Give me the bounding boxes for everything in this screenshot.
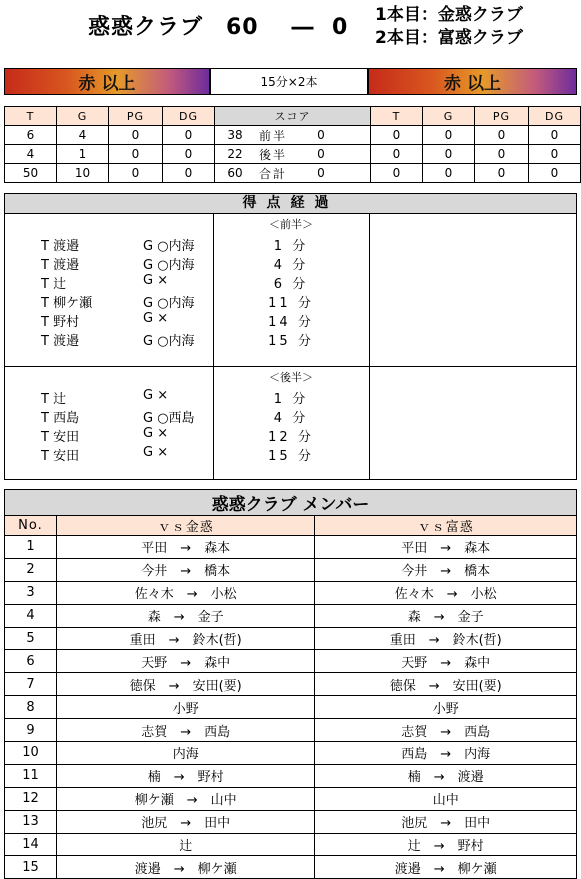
member-row (5, 764, 577, 787)
member-vs2: 辻 → 野村 (315, 833, 577, 856)
member-no: 1 (5, 536, 57, 559)
member-vs2: 池尻 → 田中 (315, 810, 577, 833)
event-time: 4 分 (273, 411, 309, 426)
member-vs2: 重田 → 鈴木(哲) (315, 627, 577, 650)
member-vs1: 渡邉 → 柳ケ瀬 (56, 856, 315, 879)
try-scorer: T 辻 (41, 277, 67, 292)
member-row (5, 787, 577, 810)
vs2-header: ｖｓ富惑 (315, 516, 577, 536)
member-no: 12 (5, 787, 57, 810)
member-no: 4 (5, 604, 57, 627)
home-points: 38 (227, 128, 243, 142)
score-row-second-half (5, 145, 581, 164)
cell: 6 (5, 126, 57, 145)
member-no: 15 (5, 856, 57, 879)
member-vs1: 重田 → 鈴木(哲) (56, 627, 315, 650)
member-vs2: 渡邉 → 柳ケ瀬 (315, 856, 577, 879)
members-header-row (5, 516, 577, 536)
score-row-total (5, 164, 581, 183)
member-vs2: 西島 → 内海 (315, 742, 577, 765)
cell: 50 (5, 164, 57, 183)
team-name: 惑惑クラブ (88, 15, 204, 40)
goal-result: G × (143, 388, 169, 403)
cell: 4 (5, 145, 57, 164)
cell: 0 (475, 145, 529, 164)
score-cell (215, 164, 371, 183)
scoring-progress (4, 193, 577, 480)
member-no: 10 (5, 742, 57, 765)
member-row (5, 719, 577, 742)
member-vs1: 天野 → 森中 (56, 650, 315, 673)
try-scorer: T 野村 (41, 315, 80, 330)
goal-result: G ○内海 (143, 239, 195, 254)
event-time: 11 分 (268, 296, 314, 311)
half-label: 後半 (258, 147, 287, 162)
event-time: 1 分 (273, 392, 309, 407)
progress-title: 得点経過 (5, 194, 576, 214)
event-time: 12 分 (268, 430, 314, 445)
col-header: DG (529, 107, 581, 126)
match-2-opponent: 2本目：富惑クラブ (375, 28, 523, 48)
away-points: 0 (317, 128, 325, 142)
event-time: 1 分 (273, 239, 309, 254)
divider (369, 367, 370, 479)
band-right-label: 赤 以上 (368, 68, 577, 95)
try-scorer: T 渡邉 (41, 258, 80, 273)
member-vs2: 平田 → 森本 (315, 536, 577, 559)
score-event (5, 254, 369, 273)
score-event (5, 273, 369, 292)
cell: 0 (475, 164, 529, 183)
score-event (5, 330, 369, 349)
cell: 0 (371, 145, 423, 164)
score-cell (215, 145, 371, 164)
condition-band (4, 68, 577, 95)
event-time: 15 分 (268, 334, 314, 349)
members-title: 惑惑クラブ メンバー (5, 490, 577, 516)
away-score: 0 (332, 15, 349, 40)
col-header: T (5, 107, 57, 126)
try-scorer: T 柳ケ瀬 (41, 296, 93, 311)
member-row (5, 627, 577, 650)
member-vs1: 小野 (56, 696, 315, 719)
member-vs2: 今井 → 橋本 (315, 558, 577, 581)
score-event (5, 407, 369, 426)
member-vs1: 志賀 → 西島 (56, 719, 315, 742)
member-no: 5 (5, 627, 57, 650)
cell: 0 (529, 164, 581, 183)
first-half-box (5, 214, 576, 367)
cell: 0 (529, 126, 581, 145)
band-left-label: 赤 以上 (4, 68, 210, 95)
member-vs2: 徳保 → 安田(要) (315, 673, 577, 696)
goal-result: G × (143, 273, 169, 288)
goal-result: G ○内海 (143, 334, 195, 349)
cell: 0 (163, 145, 215, 164)
cell: 0 (163, 164, 215, 183)
divider (369, 214, 370, 366)
col-header: G (57, 107, 109, 126)
member-row (5, 650, 577, 673)
cell: 0 (371, 164, 423, 183)
try-scorer: T 辻 (41, 392, 67, 407)
cell: 0 (475, 126, 529, 145)
cell: 0 (109, 126, 163, 145)
goal-result: G × (143, 445, 169, 460)
member-row (5, 536, 577, 559)
member-no: 14 (5, 833, 57, 856)
home-points: 60 (227, 166, 243, 180)
score-event (5, 388, 369, 407)
try-scorer: T 安田 (41, 430, 80, 445)
member-vs1: 池尻 → 田中 (56, 810, 315, 833)
member-row (5, 810, 577, 833)
cell: 1 (57, 145, 109, 164)
no-header: No. (5, 516, 57, 536)
member-vs1: 佐々木 → 小松 (56, 581, 315, 604)
cell: 4 (57, 126, 109, 145)
score-event (5, 445, 369, 464)
event-time: 4 分 (273, 258, 309, 273)
member-vs1: 今井 → 橋本 (56, 558, 315, 581)
cell: 0 (371, 126, 423, 145)
member-row (5, 581, 577, 604)
member-row (5, 856, 577, 879)
score-col-header: スコア (215, 107, 371, 126)
member-vs1: 森 → 金子 (56, 604, 315, 627)
member-row (5, 696, 577, 719)
member-vs2: 天野 → 森中 (315, 650, 577, 673)
score-table (4, 106, 581, 183)
col-header: DG (163, 107, 215, 126)
second-half-box (5, 366, 576, 479)
member-vs1: 辻 (56, 833, 315, 856)
match-title (88, 10, 348, 41)
cell: 0 (163, 126, 215, 145)
member-vs2: 小野 (315, 696, 577, 719)
try-scorer: T 安田 (41, 449, 80, 464)
goal-result: G × (143, 426, 169, 441)
match-info (375, 4, 523, 50)
member-no: 6 (5, 650, 57, 673)
member-no: 7 (5, 673, 57, 696)
event-time: 15 分 (268, 449, 314, 464)
half-label: 合計 (258, 166, 287, 181)
cell: 0 (529, 145, 581, 164)
score-cell (215, 126, 371, 145)
cell: 0 (423, 145, 475, 164)
cell: 0 (423, 164, 475, 183)
event-time: 6 分 (273, 277, 309, 292)
second-half-label: ＜後半＞ (269, 371, 313, 384)
member-vs1: 柳ケ瀬 → 山中 (56, 787, 315, 810)
member-no: 11 (5, 764, 57, 787)
try-scorer: T 渡邉 (41, 239, 80, 254)
cell: 10 (57, 164, 109, 183)
col-header: T (371, 107, 423, 126)
score-event (5, 426, 369, 445)
member-no: 3 (5, 581, 57, 604)
score-header-row (5, 107, 581, 126)
match-1-opponent: 1本目：金惑クラブ (375, 5, 523, 25)
member-row (5, 558, 577, 581)
goal-result: G ○内海 (143, 258, 195, 273)
away-points: 0 (317, 166, 325, 180)
member-vs1: 内海 (56, 742, 315, 765)
cell: 0 (109, 145, 163, 164)
away-points: 0 (317, 147, 325, 161)
goal-result: G ○内海 (143, 296, 195, 311)
member-no: 2 (5, 558, 57, 581)
member-no: 9 (5, 719, 57, 742)
member-no: 13 (5, 810, 57, 833)
member-row (5, 742, 577, 765)
first-half-label: ＜前半＞ (269, 218, 313, 231)
try-scorer: T 西島 (41, 411, 80, 426)
goal-result: G × (143, 311, 169, 326)
goal-result: G ○西島 (143, 411, 195, 426)
member-vs2: 楠 → 渡邉 (315, 764, 577, 787)
event-time: 14 分 (268, 315, 314, 330)
col-header: PG (109, 107, 163, 126)
member-vs2: 佐々木 → 小松 (315, 581, 577, 604)
member-row (5, 673, 577, 696)
band-duration: 15分×2本 (210, 68, 368, 95)
member-vs1: 平田 → 森本 (56, 536, 315, 559)
member-vs2: 森 → 金子 (315, 604, 577, 627)
members-title-row (5, 490, 577, 516)
member-row (5, 833, 577, 856)
member-vs2: 山中 (315, 787, 577, 810)
vs1-header: ｖｓ金惑 (56, 516, 315, 536)
cell: 0 (423, 126, 475, 145)
member-row (5, 604, 577, 627)
score-event (5, 235, 369, 254)
col-header: PG (475, 107, 529, 126)
try-scorer: T 渡邉 (41, 334, 80, 349)
member-vs2: 志賀 → 西島 (315, 719, 577, 742)
members-table (4, 489, 577, 879)
score-event (5, 311, 369, 330)
home-points: 22 (227, 147, 243, 161)
cell: 0 (109, 164, 163, 183)
member-vs1: 楠 → 野村 (56, 764, 315, 787)
score-separator: ― (291, 15, 315, 40)
member-no: 8 (5, 696, 57, 719)
col-header: G (423, 107, 475, 126)
member-vs1: 徳保 → 安田(要) (56, 673, 315, 696)
home-score: 60 (226, 15, 259, 40)
half-label: 前半 (258, 128, 287, 143)
score-event (5, 292, 369, 311)
score-row-first-half (5, 126, 581, 145)
